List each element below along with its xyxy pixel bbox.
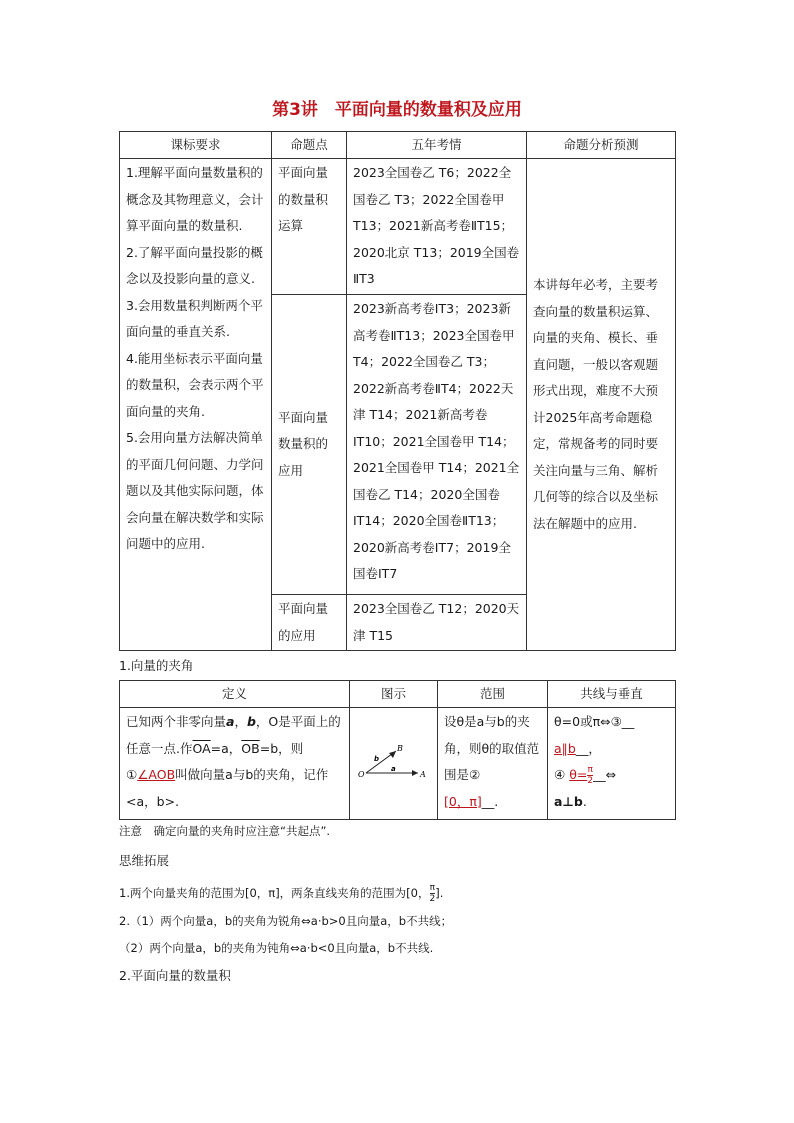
- header-range: 范围: [438, 681, 548, 708]
- header-collinear: 共线与垂直: [548, 681, 676, 708]
- thinking-heading: 思维拓展: [119, 853, 170, 868]
- answer-4: θ= $\frac{\pi}{2}$: [569, 765, 594, 786]
- angle-table: [119, 680, 676, 820]
- svg-text:b: b: [374, 754, 380, 763]
- range-cell: 设θ是a与b的夹角，则θ的取值范围是② [0，π]__.: [438, 708, 548, 820]
- requirements-cell: 1.理解平面向量数量积的概念及其物理意义，会计算平面向量的数量积. 2.了解平面向量投影的概念以及投影向量的意义. 3.会用数量积判断两个平面向量的垂直关系. 4.能用坐标表示平面向量的数量积，会表示两个平面向量的夹角. 5.会用向量方法解决简单的平面几何问题、力学问题以及其他实际问题，体会向量在解决数学和实际问题中的应用.: [120, 159, 272, 651]
- answer-2: [0，π]: [444, 793, 482, 809]
- section-angle-heading: 1.向量的夹角: [119, 658, 194, 673]
- think-item-2: 2.（1）两个向量a，b的夹角为锐角⇔a·b>0且向量a，b不共线；: [119, 914, 453, 928]
- note: 注意 确定向量的夹角时应注意“共起点”.: [119, 824, 331, 838]
- svg-text:O: O: [358, 769, 365, 779]
- angle-diagram: [356, 729, 432, 789]
- exams-cell-3: 2023全国卷乙 T12；2020天津 T15: [347, 595, 527, 651]
- exams-cell-1: 2023全国卷乙 T6；2022全国卷乙 T3；2022全国卷甲 T13；2021新高考卷ⅡT15；2020北京 T13；2019全国卷ⅡT3: [347, 159, 527, 295]
- header-requirements: 课标要求: [120, 132, 272, 159]
- perpendicular: a⊥b: [554, 793, 583, 809]
- point-cell-2: 平面向量数量积的应用: [272, 295, 347, 595]
- exams-cell-2: 2023新高考卷ⅠT3；2023新高考卷ⅡT13；2023全国卷甲 T4；2022全国卷乙 T3；2022新高考卷ⅡT4；2022天津 T14；2021新高考卷ⅠT10；2021全国卷甲 T14；2021全国卷甲 T14；2021全国卷乙 T14；2020全国卷ⅠT14；2020全国卷ⅡT13；2020新高考卷ⅠT7；2019全国卷ⅠT7: [347, 295, 527, 595]
- figure-cell: [350, 708, 438, 820]
- point-cell-3: 平面向量的应用: [272, 595, 347, 651]
- svg-text:B: B: [397, 743, 403, 753]
- header-exams: 五年考情: [347, 132, 527, 159]
- section-dot-product-heading: 2.平面向量的数量积: [119, 968, 231, 983]
- think-item-3: （2）两个向量a，b的夹角为钝角⇔a·b<0且向量a，b不共线.: [119, 941, 434, 955]
- header-point: 命题点: [272, 132, 347, 159]
- analysis-cell: 本讲每年必考，主要考查向量的数量积运算、向量的夹角、模长、垂直问题，一般以客观题形式出现，难度不大预计2025年高考命题稳定，常规备考的同时要关注向量与三角、解析几何等的综合以及坐标法在解题中的应用.: [527, 159, 676, 651]
- answer-1: ∠AOB: [137, 767, 176, 782]
- header-figure: 图示: [350, 681, 438, 708]
- header-definition: 定义: [120, 681, 350, 708]
- exam-overview-table: [119, 131, 676, 651]
- svg-text:a: a: [391, 764, 396, 773]
- think-item-1: 1.两个向量夹角的范围为[0，π]，两条直线夹角的范围为[0， $\frac{\pi}{2}$ ].: [119, 883, 444, 904]
- answer-3: a∥b: [554, 740, 576, 756]
- header-analysis: 命题分析预测: [527, 132, 676, 159]
- collinear-cell: θ=0或π⇔③__ a∥b__， ④ θ= $\frac{\pi}{2}$ __⇔ a⊥b.: [548, 708, 676, 820]
- definition-cell: 已知两个非零向量a，b，O是平面上的任意一点.作$\overline{OA}=a$，$\overline{OB}=b$，则①∠AOB叫做向量a与b的夹角，记作<a，b>.: [120, 708, 350, 820]
- page-title: 第3讲 平面向量的数量积及应用: [272, 100, 522, 120]
- svg-text:A: A: [420, 769, 426, 779]
- vector-oa: $\overline{OA}$: [192, 740, 211, 756]
- point-cell-1: 平面向量的数量积运算: [272, 159, 347, 295]
- vector-ob: $\overline{OB}$: [241, 740, 260, 756]
